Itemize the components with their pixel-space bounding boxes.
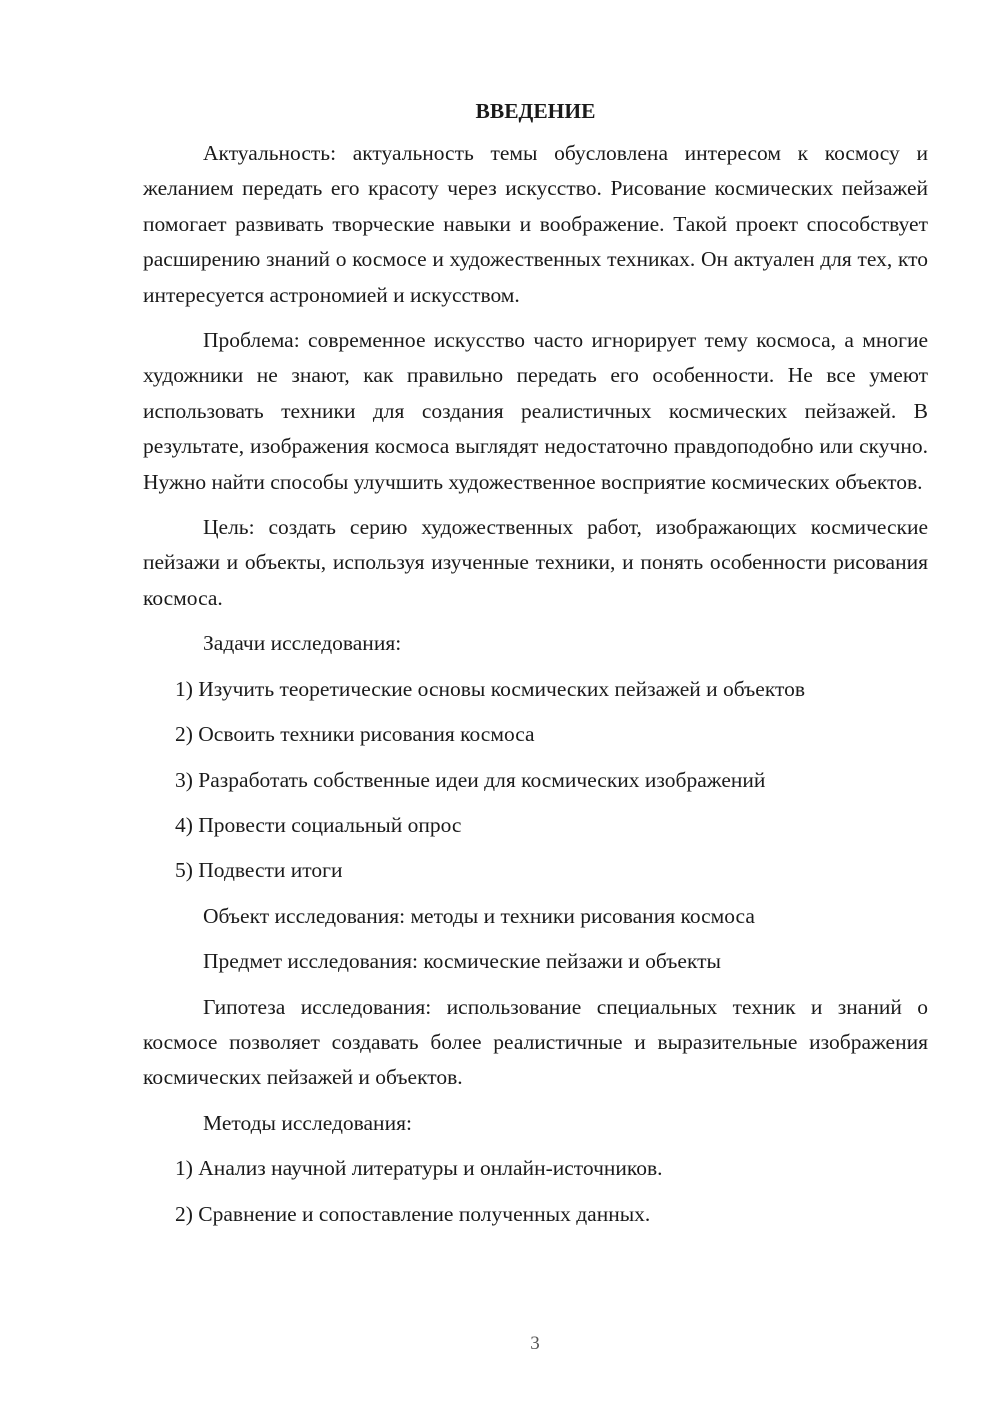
method-item: 1) Анализ научной литературы и онлайн-источников. (175, 1156, 663, 1181)
research-object: Объект исследования: методы и техники рисования космоса (203, 903, 755, 928)
task-item: 3) Разработать собственные идеи для космических изображений (175, 767, 766, 792)
document-page (143, 96, 928, 1242)
tasks-heading: Задачи исследования: (203, 631, 402, 656)
hypothesis-paragraph: Гипотеза исследования: использование специальных техник и знаний о космосе позволяет создавать более реалистичные и выразительные изображения космических пейзажей и объектов. (143, 994, 928, 1090)
relevance-paragraph: Актуальность: актуальность темы обусловлена интересом к космосу и желанием передать его красоту через искусство. Рисование космических пейзажей помогает развивать творческие навыки и воображение. Такой проект способствует расширению знаний о космосе и художественных техниках. Он актуален для тех, кто интересуется астрономией и искусством. (143, 141, 928, 307)
method-item: 2) Сравнение и сопоставление полученных данных. (175, 1201, 651, 1226)
task-item: 4) Провести социальный опрос (175, 812, 462, 837)
task-item: 5) Подвести итоги (175, 858, 343, 883)
task-item: 1) Изучить теоретические основы космических пейзажей и объектов (175, 676, 805, 701)
goal-paragraph: Цель: создать серию художественных работ, изображающих космические пейзажи и объекты, используя изученные техники, и понять особенности рисования космоса. (143, 515, 928, 610)
page-title: ВВЕДЕНИЕ (475, 99, 596, 123)
methods-heading: Методы исследования: (203, 1110, 412, 1135)
research-subject: Предмет исследования: космические пейзажи и объекты (203, 949, 721, 974)
page-number: 3 (530, 1333, 540, 1354)
task-item: 2) Освоить техники рисования космоса (175, 722, 535, 747)
problem-paragraph: Проблема: современное искусство часто игнорирует тему космоса, а многие художники не знают, как правильно передать его особенности. Не все умеют использовать техники для создания реалистичных космических пейзажей. В результате, изображения космоса выглядят недостаточно правдоподобно или скучно. Нужно найти способы улучшить художественное восприятие космических объектов. (143, 328, 928, 494)
